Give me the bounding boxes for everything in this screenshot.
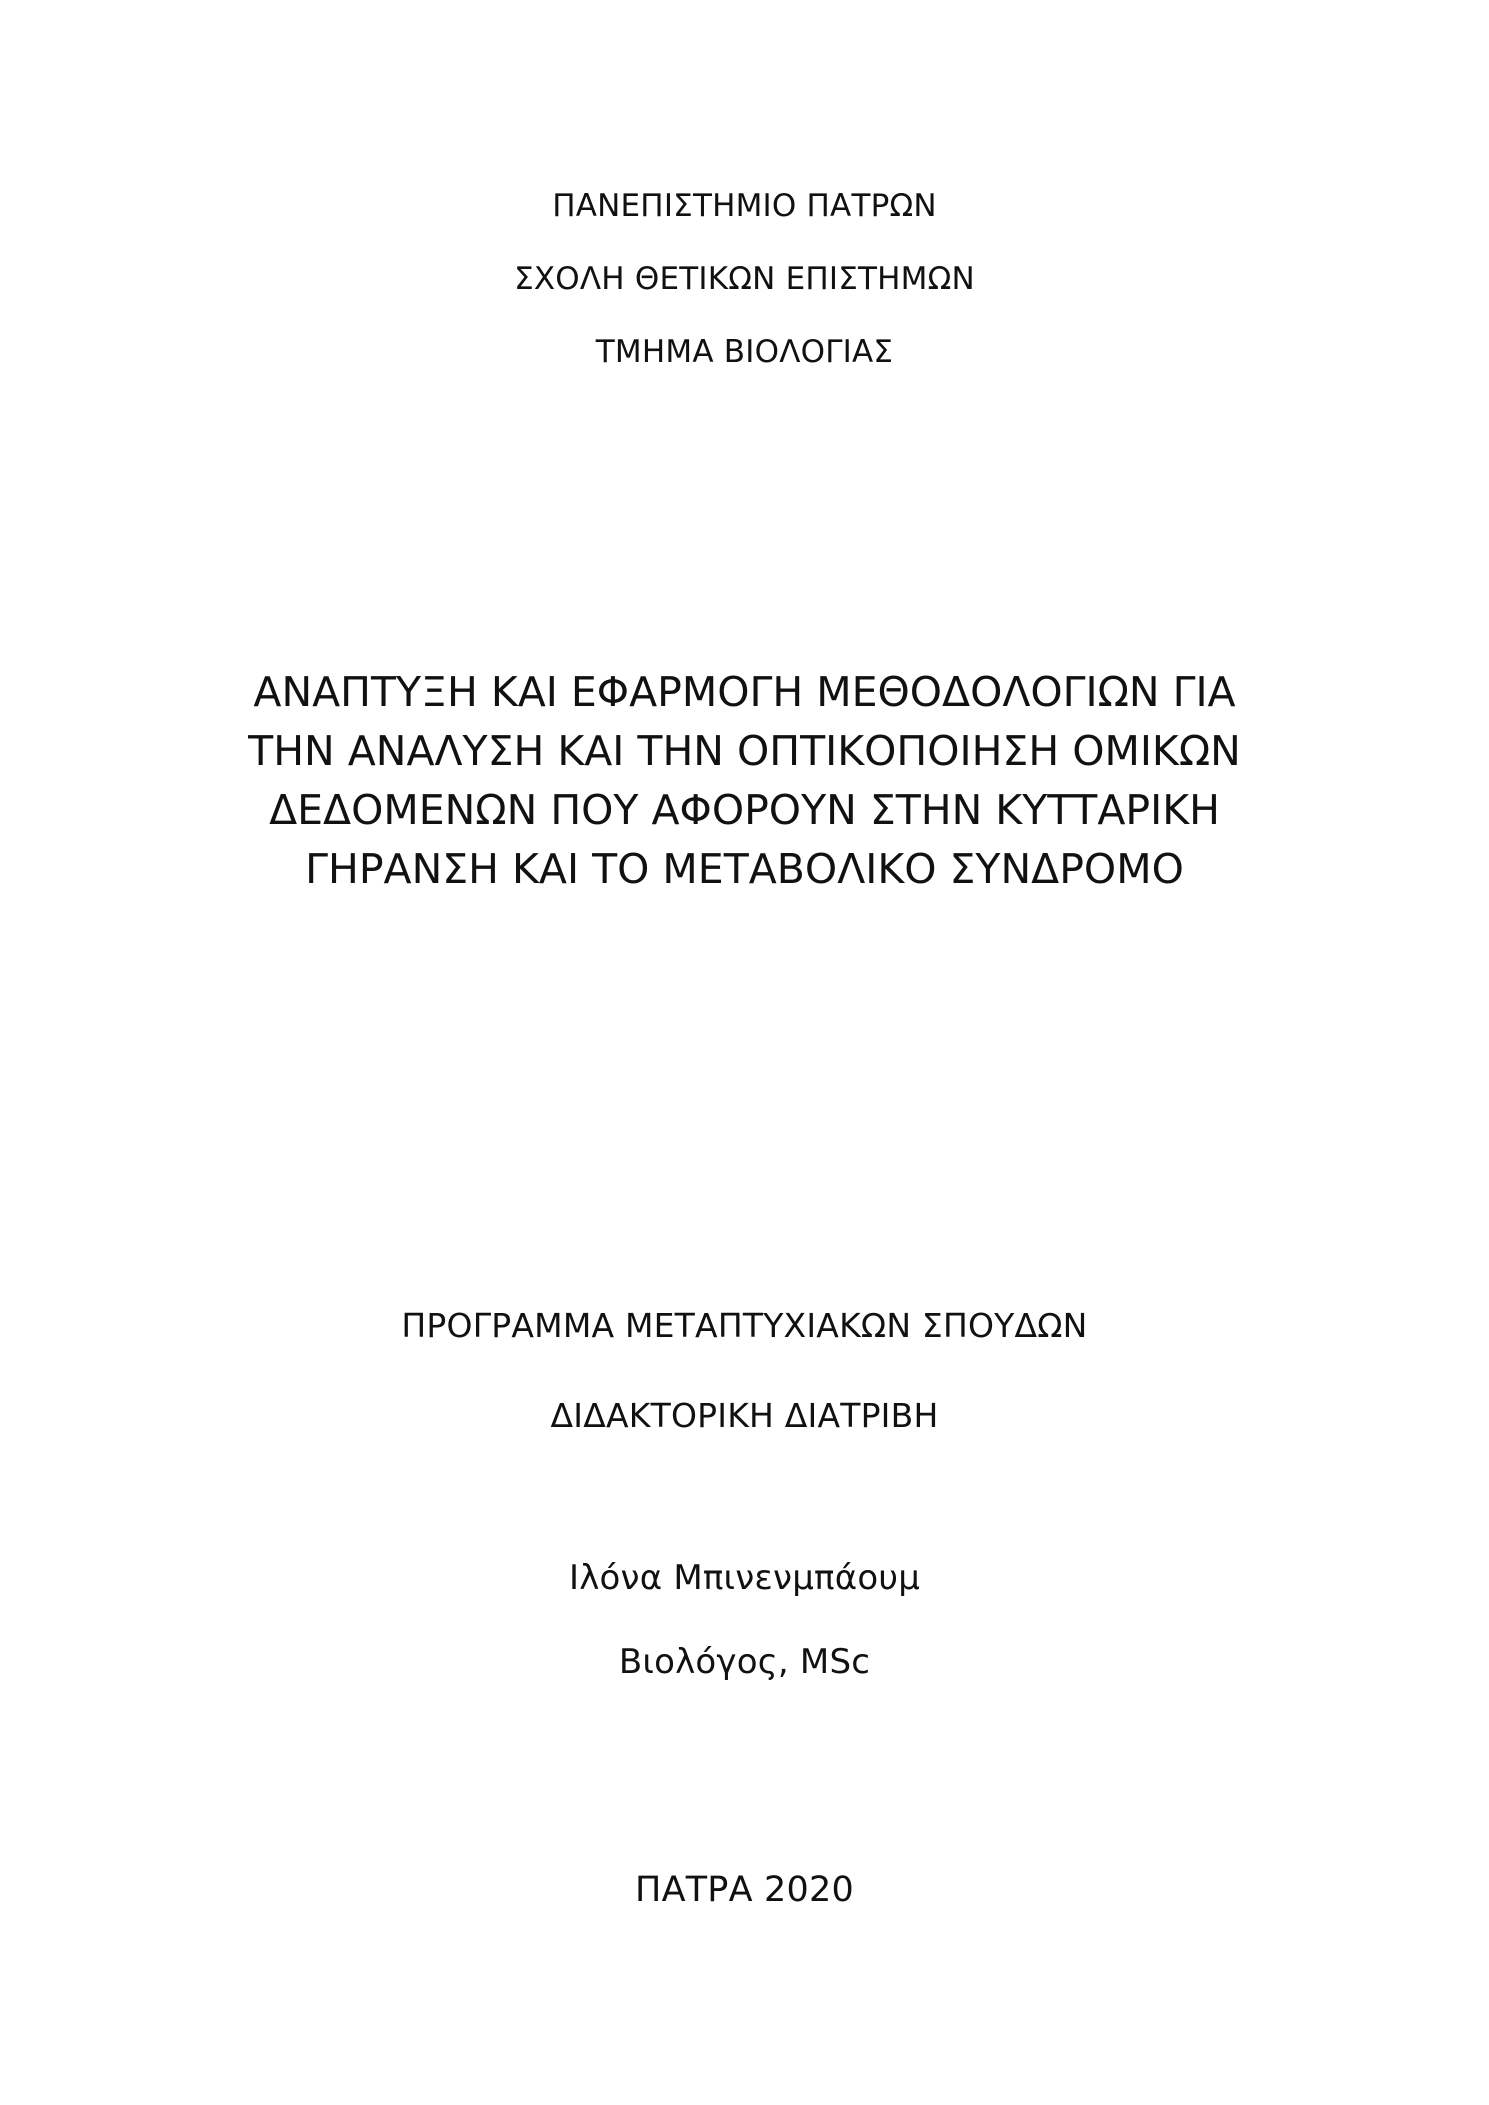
thesis-title-line: ΓΗΡΑΝΣΗ ΚΑΙ ΤΟ ΜΕΤΑΒΟΛΙΚΟ ΣΥΝΔΡΟΜΟ: [305, 845, 1184, 893]
author-credentials: Βιολόγος, MSc: [618, 1642, 871, 1682]
thesis-title-line: ΔΕΔΟΜΕΝΩΝ ΠΟΥ ΑΦΟΡΟΥΝ ΣΤΗΝ ΚΥΤΤΑΡΙΚΗ: [269, 786, 1220, 834]
place-year: ΠΑΤΡΑ 2020: [635, 1870, 854, 1910]
thesis-title: [0, 663, 1489, 899]
thesis-title-line: ΑΝΑΠΤΥΞΗ ΚΑΙ ΕΦΑΡΜΟΓΗ ΜΕΘΟΔΟΛΟΓΙΩΝ ΓΙΑ: [253, 668, 1236, 716]
program-name: ΠΡΟΓΡΑΜΜΑ ΜΕΤΑΠΤΥΧΙΑΚΩΝ ΣΠΟΥΔΩΝ: [401, 1306, 1088, 1345]
department-name: ΤΜΗΜΑ ΒΙΟΛΟΓΙΑΣ: [595, 334, 894, 370]
author-name: Ιλόνα Μπινενμπάουμ: [568, 1558, 921, 1598]
school-name: ΣΧΟΛΗ ΘΕΤΙΚΩΝ ΕΠΙΣΤΗΜΩΝ: [514, 261, 975, 297]
thesis-type: ΔΙΔΑΚΤΟΡΙΚΗ ΔΙΑΤΡΙΒΗ: [550, 1396, 939, 1435]
thesis-title-line: ΤΗΝ ΑΝΑΛΥΣΗ ΚΑΙ ΤΗΝ ΟΠΤΙΚΟΠΟΙΗΣΗ ΟΜΙΚΩΝ: [248, 727, 1241, 775]
university-name: ΠΑΝΕΠΙΣΤΗΜΙΟ ΠΑΤΡΩΝ: [552, 188, 937, 224]
